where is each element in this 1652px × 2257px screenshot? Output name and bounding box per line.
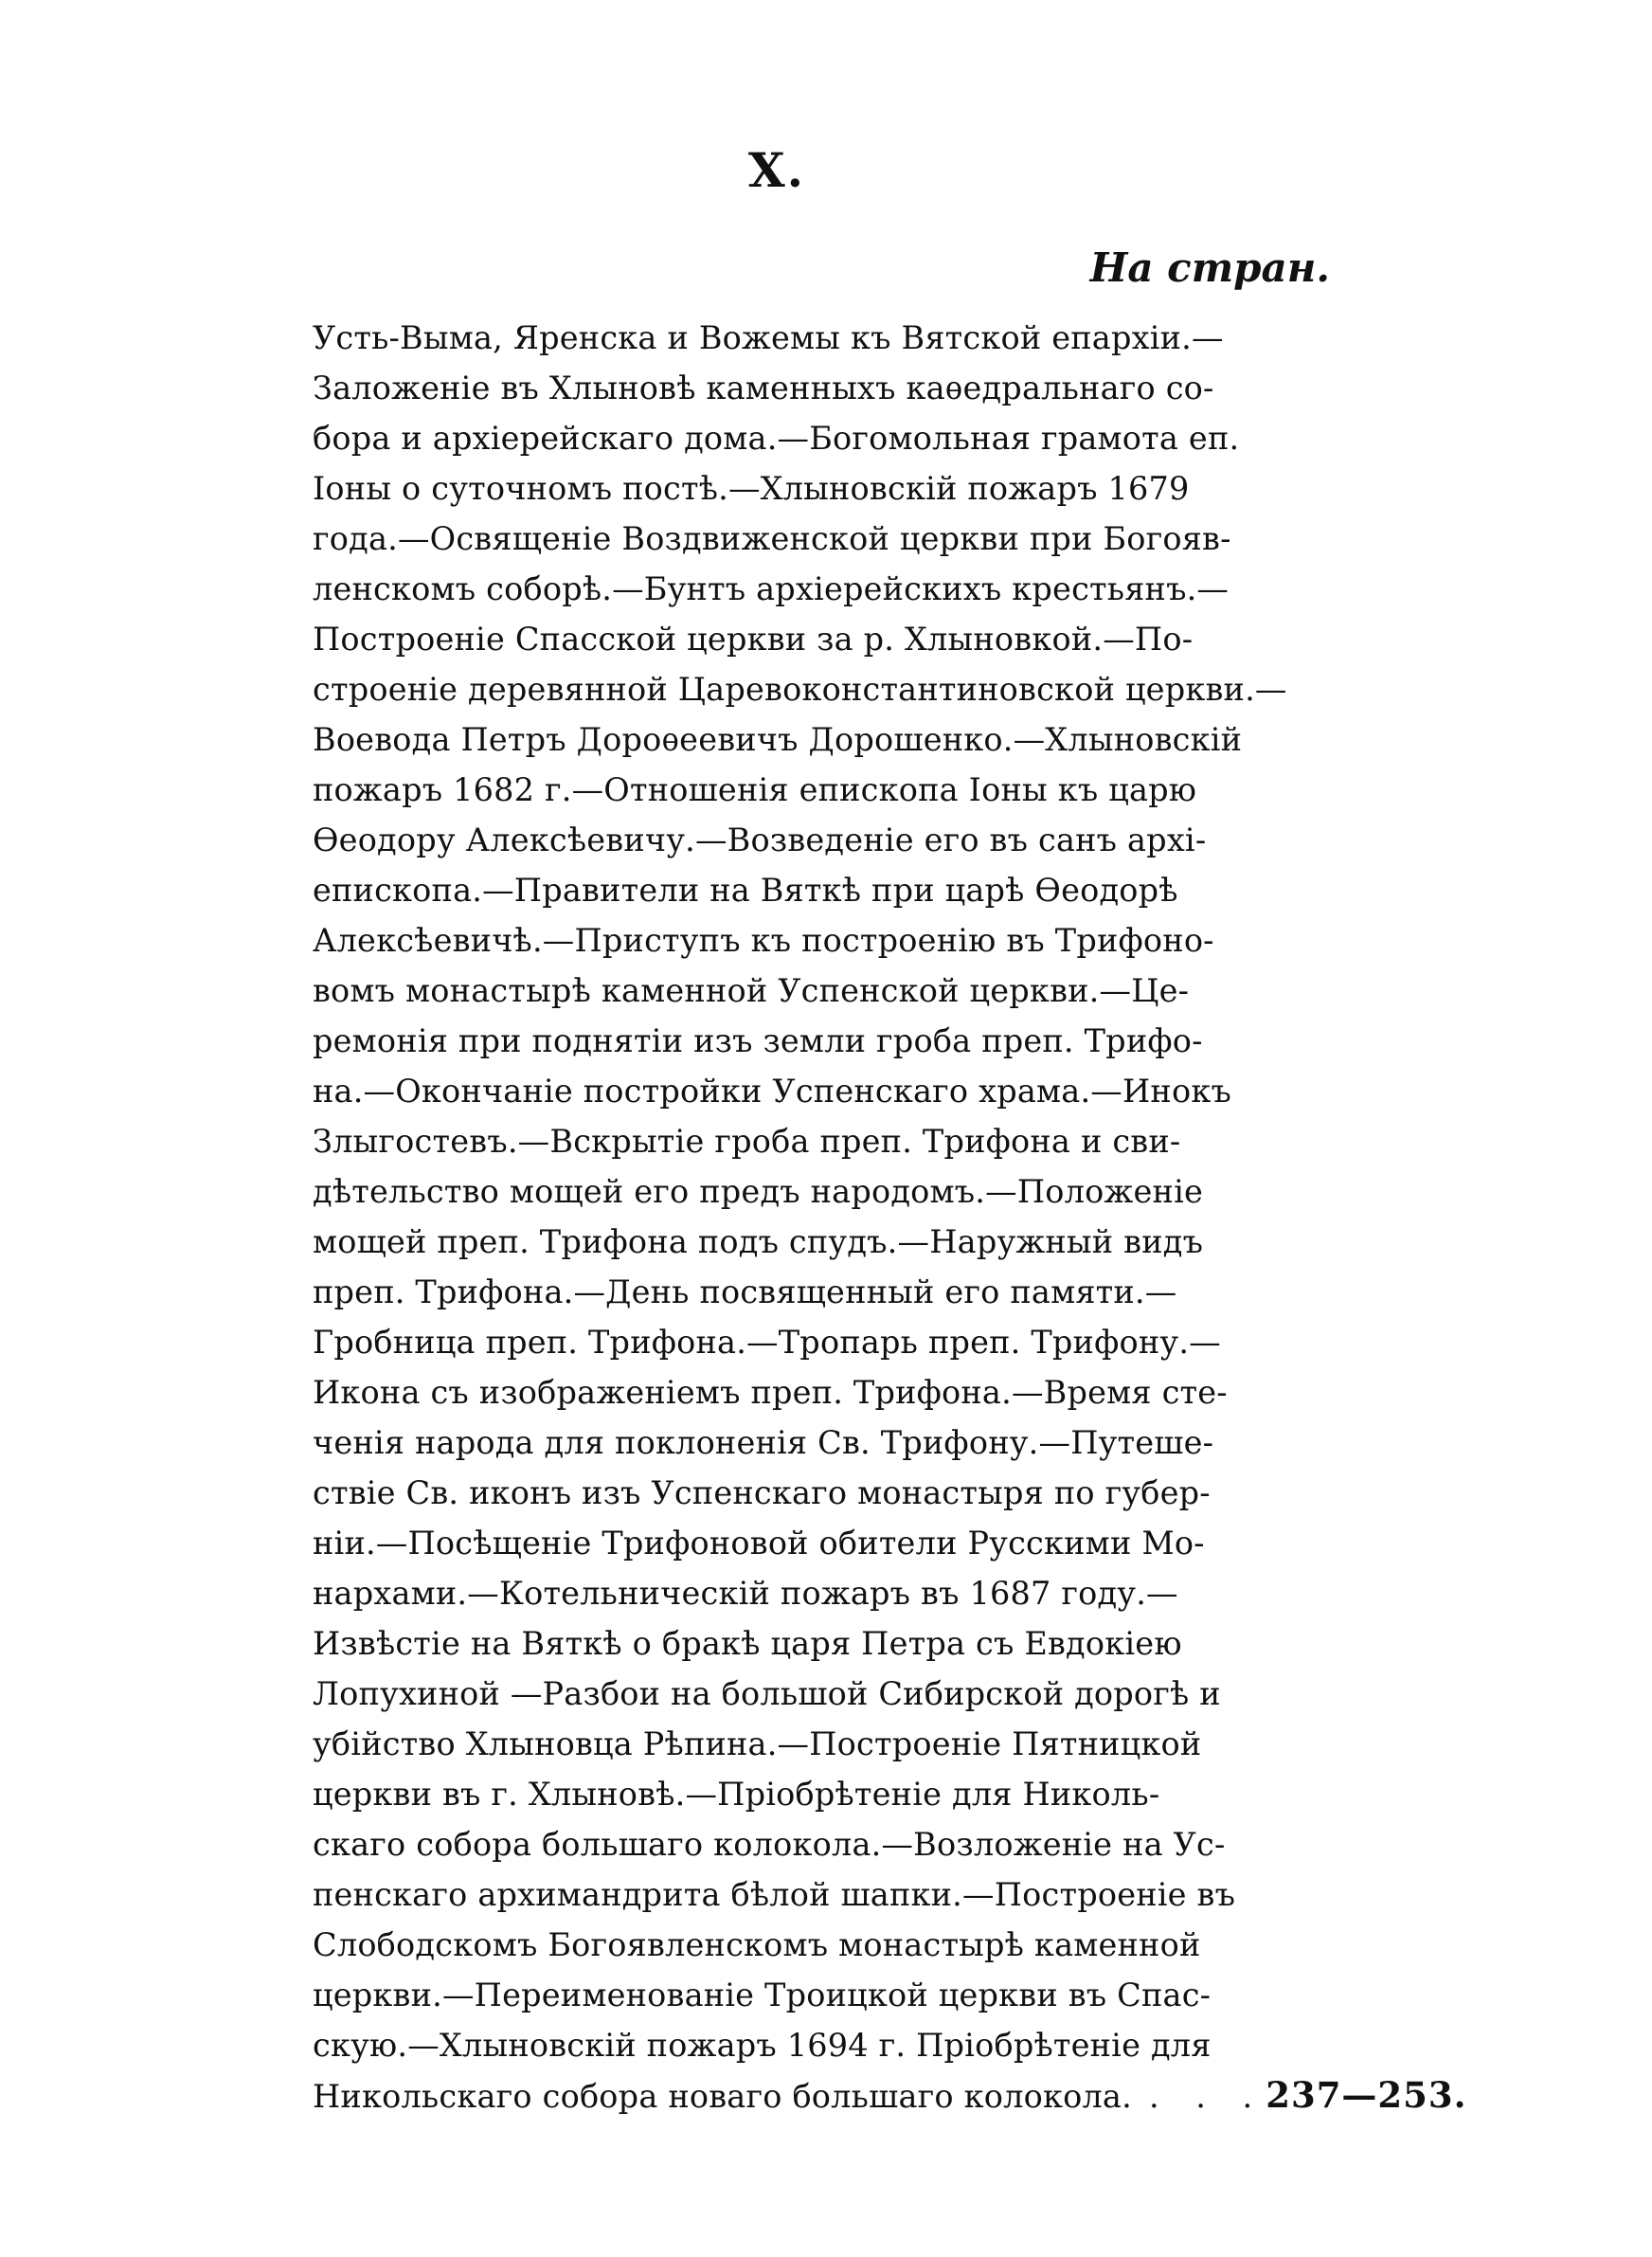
- entry-line: скаго собора большаго колокола.—Возложеніе на Ус-: [313, 1826, 1226, 1863]
- entry-line: Злыгостевъ.—Вскрытіе гроба преп. Трифона и сви-: [313, 1123, 1181, 1160]
- entry-line: дѣтельство мощей его предъ народомъ.—Положеніе: [313, 1173, 1204, 1210]
- entry-line: скую.—Хлыновскій пожаръ 1694 г. Пріобрѣтеніе для: [313, 2027, 1212, 2064]
- entry-line: Алексѣевичѣ.—Приступъ къ построенію въ Трифоно-: [313, 922, 1214, 959]
- chapter-numeral: X.: [747, 142, 806, 198]
- entry-line: года.—Освященіе Воздвиженской церкви при Богояв-: [313, 520, 1231, 557]
- entry-line: нархами.—Котельническій пожаръ въ 1687 году.—: [313, 1575, 1178, 1612]
- entry-final-text: Никольскаго собора новаго большаго колокола.: [313, 2078, 1132, 2115]
- entry-line: ствіе Св. иконъ изъ Успенскаго монастыря по губер-: [313, 1474, 1211, 1511]
- entry-line: бора и архіерейскаго дома.—Богомольная грамота еп.: [313, 420, 1240, 457]
- entry-line: преп. Трифона.—День посвященный его памяти.—: [313, 1273, 1177, 1310]
- entry-line: Извѣстіе на Вяткѣ о бракѣ царя Петра съ Евдокіею: [313, 1625, 1182, 1662]
- page-range: 237—253.: [1266, 2074, 1467, 2116]
- entry-line: ченія народа для поклоненія Св. Трифону.—Путеше-: [313, 1424, 1214, 1461]
- entry-line: Построеніе Спасской церкви за р. Хлыновкой.—По-: [313, 621, 1194, 658]
- entry-line: Икона съ изображеніемъ преп. Трифона.—Время сте-: [313, 1374, 1228, 1411]
- entry-line: Іоны о суточномъ постѣ.—Хлыновскій пожаръ 1679: [313, 470, 1190, 507]
- entry-line: строеніе деревянной Царевоконстантиновской церкви.—: [313, 671, 1287, 708]
- entry-line: Лопухиной —Разбои на большой Сибирской дорогѣ и: [313, 1675, 1221, 1712]
- dot-leader: . . .: [1148, 2078, 1266, 2115]
- entry-final-line: [313, 2070, 1467, 2121]
- entry-line: пенскаго архимандрита бѣлой шапки.—Построеніе въ: [313, 1876, 1236, 1913]
- entry-line: ленскомъ соборѣ.—Бунтъ архіерейскихъ крестьянъ.—: [313, 570, 1230, 607]
- entry-line: Ѳеодору Алексѣевичу.—Возведеніе его въ санъ архі-: [313, 822, 1207, 858]
- entry-line: вомъ монастырѣ каменной Успенской церкви.—Це-: [313, 972, 1190, 1009]
- entry-line: на.—Окончаніе постройки Успенскаго храма.—Инокъ: [313, 1073, 1231, 1110]
- entry-line: церкви.—Переименованіе Троицкой церкви въ Спас-: [313, 1977, 1212, 2013]
- entry-line: ремонія при поднятіи изъ земли гроба преп. Трифо-: [313, 1022, 1203, 1059]
- entry-line: церкви въ г. Хлыновѣ.—Пріобрѣтеніе для Николь-: [313, 1776, 1160, 1813]
- entry-line: убійство Хлыновца Рѣпина.—Построеніе Пятницкой: [313, 1725, 1202, 1762]
- entry-line: Усть-Выма, Яренска и Вожемы къ Вятской епархіи.—: [313, 319, 1224, 356]
- entry-line: Слободскомъ Богоявленскомъ монастырѣ каменной: [313, 1926, 1201, 1963]
- entry-line: епископа.—Правители на Вяткѣ при царѣ Ѳеодорѣ: [313, 872, 1178, 909]
- entry-line: мощей преп. Трифона подъ спудъ.—Наружный видъ: [313, 1223, 1204, 1260]
- entry-line: Заложеніе въ Хлыновѣ каменныхъ каѳедральнаго со-: [313, 370, 1214, 406]
- contents-entry: [313, 313, 1467, 2121]
- entry-line: Гробница преп. Трифона.—Тропарь преп. Трифону.—: [313, 1324, 1221, 1361]
- page-column-label: На стран.: [1089, 244, 1330, 291]
- entry-line: пожаръ 1682 г.—Отношенія епископа Іоны къ царю: [313, 771, 1197, 808]
- entry-line: Воевода Петръ Дороѳеевичъ Дорошенко.—Хлыновскій: [313, 721, 1243, 758]
- entry-line: ніи.—Посѣщеніе Трифоновой обители Русскими Мо-: [313, 1525, 1205, 1562]
